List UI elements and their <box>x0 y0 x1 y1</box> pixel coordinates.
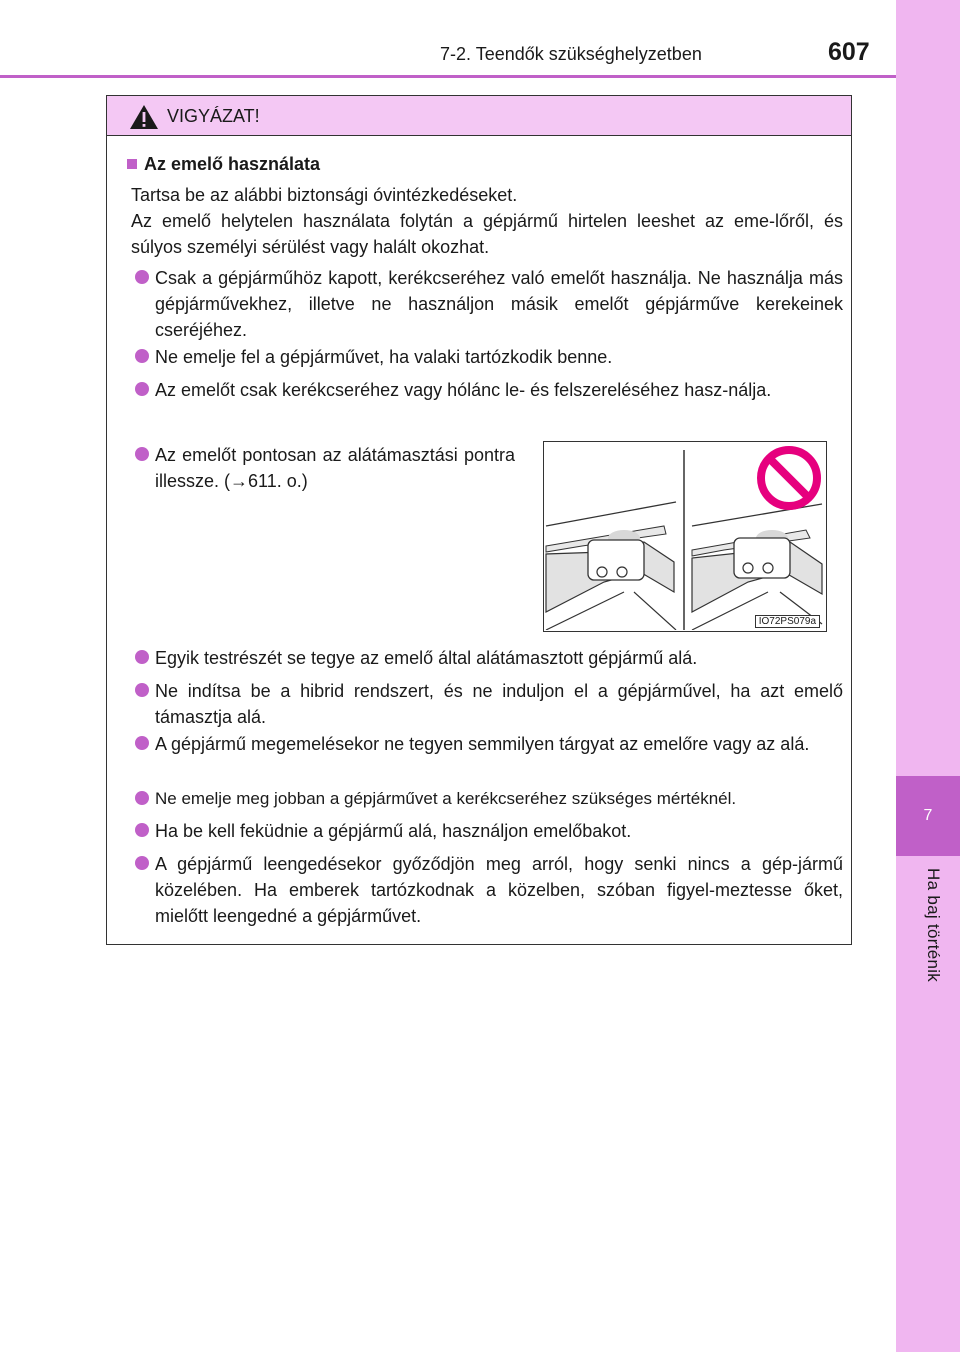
illustration-drawing <box>544 442 825 630</box>
list-item <box>135 442 515 494</box>
jack-point-illustration <box>543 441 827 632</box>
figure-code: IO72PS079a <box>755 615 820 628</box>
subheading <box>127 154 320 175</box>
bullet-dot-icon <box>135 349 149 363</box>
bullet-dot-icon <box>135 683 149 697</box>
list-item <box>135 786 843 812</box>
list-item-text: A gépjármű megemelésekor ne tegyen semmilyen tárgyat az emelőre vagy az alá. <box>155 734 810 754</box>
list-item-text: Csak a gépjárműhöz kapott, kerékcseréhez való emelőt használja. Ne használja más gépjárművekhez, illetve ne használjon másik emelőt gépjárműve kerekeinek cseréjéhez. <box>155 268 843 340</box>
bullet-dot-icon <box>135 791 149 805</box>
bullet-dot-icon <box>135 270 149 284</box>
bullet-dot-icon <box>135 823 149 837</box>
list-item <box>135 645 843 671</box>
list-item-text: Ha be kell feküdnie a gépjármű alá, használjon emelőbakot. <box>155 821 632 841</box>
list-item <box>135 265 843 343</box>
list-item <box>135 818 843 844</box>
bullet-dot-icon <box>135 856 149 870</box>
bullet-dot-icon <box>135 736 149 750</box>
side-tab <box>896 0 960 1352</box>
list-item-text: A gépjármű leengedésekor győződjön meg arról, hogy senki nincs a gép-jármű közelében. Ha emberek tartózkodnak a közelben, szóban figyel-meztesse őket, mielőtt leengedné a gépjárművet. <box>155 854 843 926</box>
bullet-dot-icon <box>135 650 149 664</box>
intro-paragraph <box>131 182 843 260</box>
list-item <box>135 377 843 403</box>
chapter-number-tab[interactable]: 7 <box>896 776 960 856</box>
page-number: 607 <box>828 38 870 66</box>
intro-line-2: Az emelő helytelen használata folytán a gépjármű hirtelen leeshet az eme-lőről, és súlyos személyi sérülést vagy halált okozhat. <box>131 211 843 257</box>
header-divider <box>0 75 896 78</box>
section-title: 7-2. Teendők szükséghelyzetben <box>440 44 702 64</box>
list-item <box>135 344 843 370</box>
bullet-dot-icon <box>135 447 149 461</box>
intro-line-1: Tartsa be az alábbi biztonsági óvintézkedéseket. <box>131 185 518 205</box>
list-item-text: Egyik testrészét se tegye az emelő által alátámasztott gépjármű alá. <box>155 648 698 668</box>
list-item <box>135 731 843 757</box>
list-item-text: Az emelőt csak kerékcseréhez vagy hólánc le- és felszereléséhez hasz-nálja. <box>155 380 772 400</box>
list-item-text: Ne emelje meg jobban a gépjárművet a kerékcseréhez szükséges mértéknél. <box>155 789 737 808</box>
bullet-dot-icon <box>135 382 149 396</box>
list-item-text: Ne indítsa be a hibrid rendszert, és ne induljon el a gépjárművel, ha azt emelő támasztja alá. <box>155 681 843 727</box>
list-item-text: Ne emelje fel a gépjárművet, ha valaki tartózkodik benne. <box>155 347 613 367</box>
list-item <box>135 678 843 730</box>
square-bullet-icon <box>127 159 137 169</box>
subheading-text: Az emelő használata <box>144 154 321 174</box>
warning-header <box>107 96 851 136</box>
warning-triangle-icon <box>129 104 159 130</box>
list-item-text: Az emelőt pontosan az alátámasztási pontra illessze. (→611. o.) <box>155 445 515 491</box>
chapter-title: Ha baj történik <box>924 868 943 983</box>
list-item <box>135 851 843 929</box>
warning-label: VIGYÁZAT! <box>167 106 260 126</box>
